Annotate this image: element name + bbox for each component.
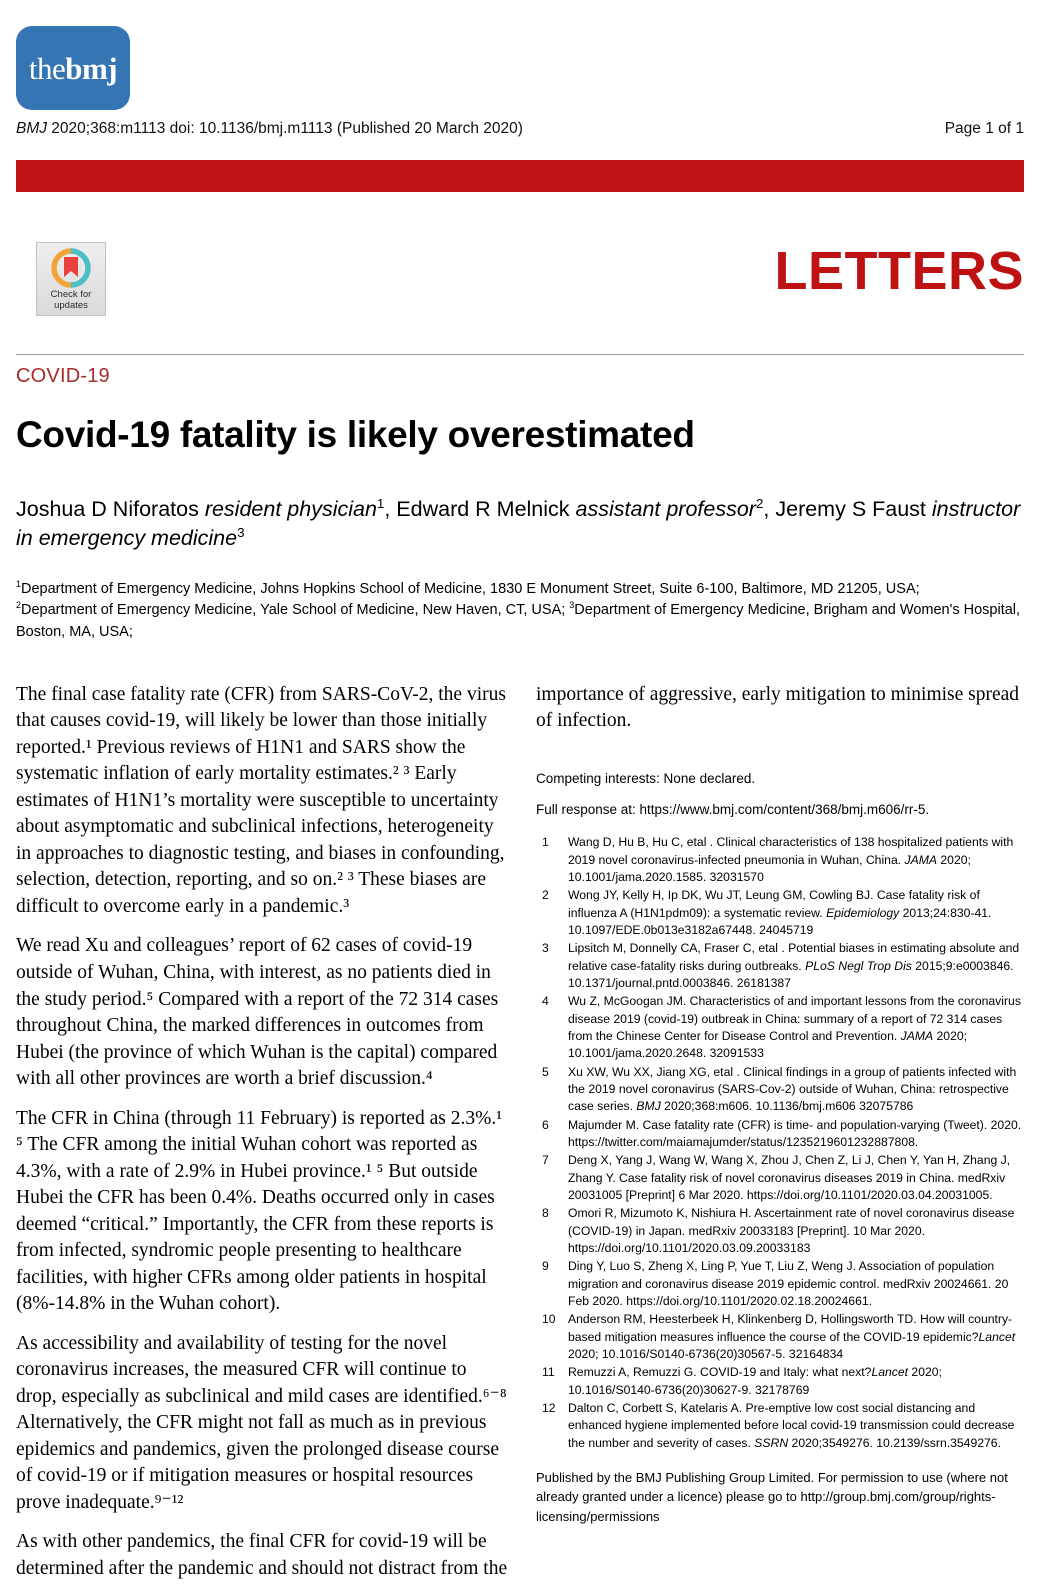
publishing-footer: Published by the BMJ Publishing Group Limited. For permission to use (where not already granted under a licence) please go to http://group.bmj.com/group/rights-licensing/permissions [536,1469,1008,1524]
reference-item [536,1064,1028,1116]
reference-text [568,993,1028,1062]
author-sep-2: , [763,496,776,521]
affiliation-3-text: Department of Emergency Medicine, Brigham and Women's Hospital, Boston, MA, USA; [16,602,1021,641]
reference-number: 11 [542,1365,555,1380]
article-columns [16,682,1024,1595]
reference-item [536,834,1028,886]
reference-text [568,1364,1028,1399]
body-paragraph: We read Xu and colleagues’ report of 62 cases of covid-19 outside of Wuhan, China, with interest, as no patients died in the study period.⁵ Compared with a report of the 72 314 cases throughout China, the marked differences in outcomes from Hubei (the province of which Wuhan is the capital) compared with all other provinces are worth a brief discussion.⁴ [16,935,499,1090]
reference-post: 2020; 10.1016/S0140-6736(20)30627-9. 32178769 [568,1365,942,1397]
reference-item [536,1205,1028,1257]
reference-number: 10 [542,1312,556,1327]
author-1-name: Joshua D Niforatos [16,496,205,521]
citation-row [16,120,1024,148]
crossmark-label [51,289,92,311]
page-title: Covid-19 fatality is likely overestimated [16,414,695,455]
reference-item [536,993,1028,1062]
reference-number: 5 [542,1064,549,1079]
reference-pre: Dalton C, Corbett S, Katelaris A. Pre-emptive low cost social distancing and enhanced hygiene implemented before local covid-19 transmission could decrease the number and severity of cases. [568,1400,1015,1450]
reference-item [536,1400,1028,1452]
affiliation-2-and-3 [16,600,1024,644]
author-3-affil-marker: 3 [237,524,245,540]
affiliation-2-marker: 2 [16,600,21,611]
reference-post: 2015;9:e0003846. 10.1371/journal.pntd.0003846. 26181387 [568,958,1014,990]
author-2-role: assistant professor [575,496,756,521]
author-sep-1: , [384,496,397,521]
reference-pre: Xu XW, Wu XX, Jiang XG, etal . Clinical findings in a group of patients infected with the 2019 novel coronavirus (SARS-Cov-2) outside of Wuhan, China: retrospective case series. [568,1064,1017,1114]
red-divider-bar [16,160,1024,192]
bmj-logo[interactable] [16,26,130,110]
check-for-updates-icon [51,248,91,288]
reference-text [568,887,1028,939]
crossmark-label-line2: updates [54,300,88,311]
reference-text [568,1311,1028,1363]
author-2-affil-marker: 2 [755,495,764,511]
reference-pre: Anderson RM, Heesterbeek H, Klinkenberg D, Hollingsworth TD. How will country-based mitigation measures influence the course of the COVID-19 epidemic? [568,1312,1013,1344]
author-1-role: resident physician [204,496,377,521]
reference-journal: Epidemiology [826,905,900,920]
reference-number: 7 [542,1153,549,1168]
affiliation-1 [16,579,1024,601]
reference-number: 2 [542,888,549,903]
reference-text [568,1064,1028,1116]
masthead [16,0,1024,120]
reference-item [536,1364,1028,1399]
reference-number: 8 [542,1206,549,1221]
notes-block [536,769,1028,821]
reference-post: 2013;24:830-41. 10.1097/EDE.0b013e3182a67448. 24045719 [568,905,992,937]
reference-pre: Remuzzi A, Remuzzi G. COVID-19 and Italy: what next? [568,1365,872,1380]
affiliation-3-marker: 3 [569,600,575,611]
reference-item [536,940,1028,992]
reference-item [536,1258,1028,1310]
reference-number: 4 [542,994,549,1009]
full-response-link[interactable]: Full response at: https://www.bmj.com/content/368/bmj.m606/rr-5. [536,802,930,818]
reference-pre: Lipsitch M, Donnelly CA, Fraser C, etal . Potential biases in estimating absolute and relative case-fatality risks during outbreaks. [568,941,1020,973]
reference-text [568,1400,1028,1452]
page-indicator: Page 1 of 1 [944,120,1024,137]
reference-text [568,1117,1028,1152]
reference-journal: BMJ [636,1099,661,1114]
bmj-logo-bmj: bmj [65,50,118,86]
reference-item [536,887,1028,939]
author-1-affil-marker: 1 [376,495,385,511]
reference-number: 9 [542,1259,549,1274]
column-left [16,682,508,1595]
crossmark-label-line1: Check for [50,289,92,300]
reference-pre: Wu Z, McGoogan JM. Characteristics of and important lessons from the coronavirus disease 2019 (covid-19) outbreak in China: summary of a report of 72 314 cases from the Chinese Center for Disease Control and Prevention. [568,994,1021,1043]
reference-number: 12 [542,1400,556,1415]
reference-post: 2020;368:m606. 10.1136/bmj.m606 32075786 [660,1099,914,1114]
reference-text [568,1205,1028,1257]
reference-journal: Lancet [871,1365,909,1380]
reference-post: 2020; 10.1016/S0140-6736(20)30567-5. 32164834 [568,1346,844,1361]
reference-pre: Ding Y, Luo S, Zheng X, Ling P, Yue T, Liu Z, Weng J. Association of population migration and coronavirus disease 2019 epidemic control. medRxiv 20024661. 20 Feb 2020. https://doi.org/10.1101/2020.02.18.20024661. [568,1259,1009,1308]
reference-pre: Majumder M. Case fatality rate (CFR) is time- and population-varying (Tweet). 2020. https://twitter.com/maiamajumder/status/1235219601232887808. [568,1117,1022,1149]
citation-journal: BMJ [16,120,47,137]
body-paragraph: The final case fatality rate (CFR) from SARS-CoV-2, the virus that causes covid-19, will likely be lower than those initially reported.¹ Previous reviews of H1N1 and SARS show the systematic inflation of early mortality estimates.² ³ Early estimates of H1N1’s mortality were susceptible to uncertainty about asymptomatic and subclinical infections, heterogeneity in approaches to diagnostic testing, and biases in confounding, selection, detection, reporting, and so on.² ³ These biases are difficult to overcome early in a pandemic.³ [16,683,506,917]
reference-pre: Wang D, Hu B, Hu C, etal . Clinical characteristics of 138 hospitalized patients with 2019 novel coronavirus-infected pneumonia in Wuhan, China. [568,835,1014,867]
section-divider [16,354,1024,355]
body-paragraph: As accessibility and availability of testing for the novel coronavirus increases, the measured CFR will continue to drop, especially as subclinical and mild cases are identified.⁶⁻⁸ Alternatively, the CFR might not fall as much as in previous epidemics and pandemics, given the prolonged disease course of covid-19 or if mitigation measures or hospital resources prove inadequate.⁹⁻¹² [16,1332,507,1513]
reference-journal: SSRN [754,1435,789,1450]
reference-pre: Wong JY, Kelly H, Ip DK, Wu JT, Leung GM, Cowling BJ. Case fatality risk of influenza A (H1N1pdm09): a systematic review. [568,888,980,920]
citation-text [16,120,523,138]
reference-number: 6 [542,1117,549,1132]
author-3-role: instructor in emergency medicine [16,496,1021,550]
reference-text [568,834,1028,886]
reference-item [536,1117,1028,1152]
reference-post: 2020;3549276. 10.2139/ssrn.3549276. [788,1435,1001,1450]
author-3-name: Jeremy S Faust [775,496,932,521]
reference-text [568,1152,1028,1204]
body-paragraph-continuation: importance of aggressive, early mitigation to minimise spread of infection. [536,683,1020,732]
author-2-name: Edward R Melnick [396,496,576,521]
affiliation-2-text: Department of Emergency Medicine, Yale School of Medicine, New Haven, CT, USA; [21,602,570,619]
reference-number: 1 [542,835,549,850]
affiliations [16,579,1024,644]
body-paragraph: As with other pandemics, the final CFR for covid-19 will be determined after the pandemic and should not distract from the [16,1531,508,1579]
column-right [536,682,1028,1595]
author-list [16,495,1024,553]
reference-number: 3 [542,941,549,956]
reference-item [536,1152,1028,1204]
letters-band [16,192,1024,352]
section-kicker: COVID-19 [16,365,110,387]
letters-heading: LETTERS [774,241,1024,301]
bmj-logo-text [28,50,118,86]
affiliation-1-text: Department of Emergency Medicine, Johns Hopkins School of Medicine, 1830 E Monument Street, Suite 6-100, Baltimore, MD 21205, USA; [21,580,920,597]
body-paragraph: The CFR in China (through 11 February) is reported as 2.3%.¹ ⁵ The CFR among the initial Wuhan cohort was reported as 4.3%, with a rate of 2.9% in Hubei province.¹ ⁵ But outside Hubei the CFR has been 0.4%. Deaths occurred only in cases deemed “critical.” Importantly, the CFR from these reports is from infected, syndromic people presenting to healthcare facilities, with higher CFRs among older patients in hospital (8%-14.8% in the Wuhan cohort). [16,1107,503,1315]
crossmark-badge[interactable] [36,242,106,316]
affiliation-1-marker: 1 [16,578,21,589]
bmj-logo-the: the [28,50,66,86]
reference-journal: JAMA [904,852,938,867]
reference-text [568,940,1028,992]
reference-item [536,1311,1028,1363]
reference-list [536,834,1028,1451]
reference-journal: PLoS Negl Trop Dis [805,958,912,973]
competing-interests: Competing interests: None declared. [536,770,756,786]
reference-journal: JAMA [900,1028,934,1043]
reference-pre: Omori R, Mizumoto K, Nishiura H. Ascertainment rate of novel coronavirus disease (COVID-19) in Japan. medRxiv 20033183 [Preprint]. 10 Mar 2020. https://doi.org/10.1101/2020.03.09.20033183 [568,1206,1015,1255]
reference-post: 2020; 10.1001/jama.2020.1585. 32031570 [568,852,971,885]
reference-journal: Lancet [978,1329,1016,1344]
reference-post: 2020; 10.1001/jama.2020.2648. 32091533 [568,1028,968,1061]
reference-text [568,1258,1028,1310]
citation-reference: 2020;368:m1113 doi: 10.1136/bmj.m1113 (Published 20 March 2020) [47,120,523,137]
reference-pre: Deng X, Yang J, Wang W, Wang X, Zhou J, Chen Z, Li J, Chen Y, Yan H, Zhang J, Zhang Y. Case fatality risk of novel coronavirus diseases 2019 in China. medRxiv 20031005 [Preprint] 6 Mar 2020. https://doi.org/10.1101/2020.03.04.20031005. [568,1153,1011,1202]
